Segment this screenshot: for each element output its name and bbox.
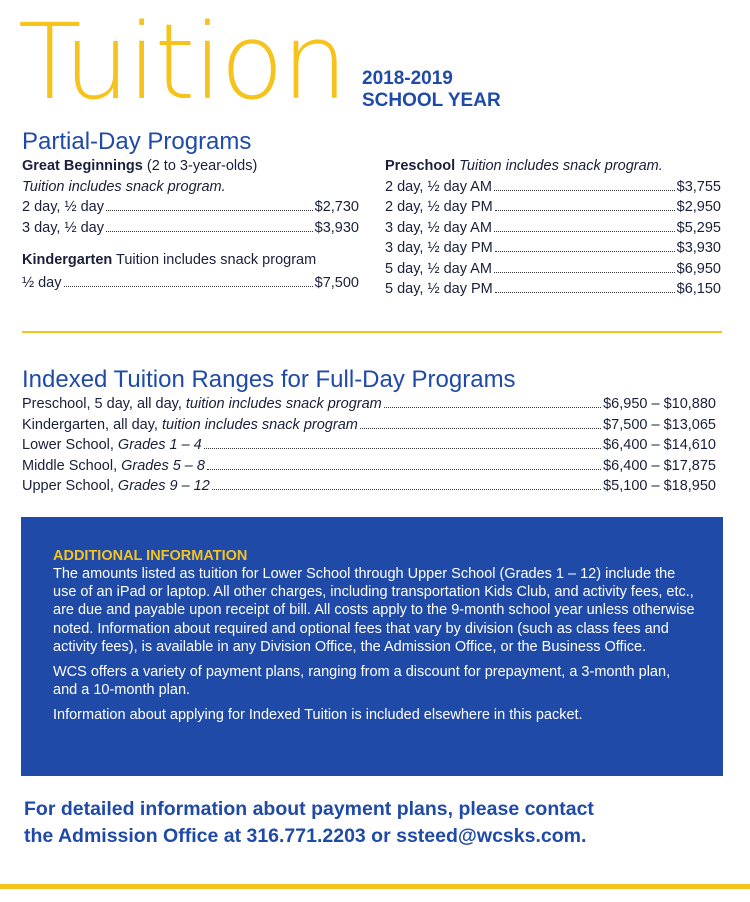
- row-note: Grades 1 – 4: [117, 437, 202, 453]
- preschool-title: [385, 156, 721, 177]
- right-column: [385, 156, 721, 300]
- great-beginnings-title: [22, 156, 359, 177]
- school-year-label: SCHOOL YEAR: [362, 90, 501, 111]
- row-note: tuition includes snack program: [161, 416, 358, 433]
- kindergarten-note: Tuition includes snack program: [116, 252, 317, 268]
- row-label: 3 day, ½ day AM: [385, 219, 492, 236]
- row-label: 3 day, ½ day: [22, 219, 104, 236]
- row-price: $5,295: [676, 219, 721, 236]
- kindergarten-title: [22, 250, 359, 271]
- price-row: [22, 273, 359, 294]
- info-paragraph-3: Information about applying for Indexed Tuition is included elsewhere in this packet.: [53, 707, 583, 724]
- row-price: $2,950: [676, 199, 721, 215]
- row-label: 5 day, ½ day AM: [385, 260, 492, 277]
- indexed-row: [22, 476, 716, 497]
- price-row: [22, 218, 359, 239]
- indexed-row: [22, 415, 716, 436]
- price-row: [22, 197, 359, 218]
- indexed-row: [22, 435, 716, 456]
- row-label: 5 day, ½ day PM: [385, 281, 493, 297]
- row-price: $3,930: [314, 219, 359, 236]
- row-label: 3 day, ½ day PM: [385, 240, 493, 256]
- row-label: Preschool, 5 day, all day,: [22, 396, 182, 412]
- preschool-note: Tuition includes snack program.: [459, 158, 663, 174]
- info-paragraph-1: The amounts listed as tuition for Lower School through Upper School (Grades 1 – 12) include the use of an iPad or laptop. All other charges, including transportation Kids Club, and activity fees, etc., are due and payable upon receipt of bill. All costs apply to the 9-month school year unless otherwise noted. Information about required and optional fees that vary by division (such as class fees and activity fees), is available in any Division Office, the Admission Office, or the Business Office.: [53, 566, 695, 655]
- row-label: 2 day, ½ day: [22, 199, 104, 215]
- header: [18, 1, 738, 123]
- row-note: Grades 9 – 12: [117, 478, 210, 494]
- row-label: 2 day, ½ day AM: [385, 178, 492, 195]
- row-label: Upper School,: [22, 478, 114, 494]
- row-price: $3,755: [676, 178, 721, 195]
- price-row: [385, 238, 721, 259]
- row-label: Lower School,: [22, 437, 114, 453]
- partial-day-heading: Partial-Day Programs: [22, 128, 252, 155]
- price-row: [385, 197, 721, 218]
- page-title: Tuition: [18, 1, 346, 123]
- row-price: $6,950: [676, 260, 721, 277]
- indexed-heading: Indexed Tuition Ranges for Full-Day Programs: [22, 366, 516, 393]
- indexed-row: [22, 394, 716, 415]
- great-beginnings-name: Great Beginnings: [22, 158, 143, 174]
- row-label: Middle School,: [22, 457, 118, 474]
- row-price: $6,400 – $17,875: [603, 457, 716, 474]
- row-price: $7,500: [314, 274, 359, 291]
- contact-block: [24, 796, 734, 850]
- row-price: $6,150: [676, 281, 721, 297]
- price-row: [385, 259, 721, 280]
- row-price: $2,730: [314, 199, 359, 215]
- great-beginnings-ages: (2 to 3-year-olds): [146, 158, 258, 174]
- indexed-row: [22, 456, 716, 477]
- info-heading: ADDITIONAL INFORMATION: [53, 548, 248, 564]
- great-beginnings-note: Tuition includes snack program.: [22, 178, 226, 195]
- price-row: [385, 279, 721, 300]
- row-label: Kindergarten, all day,: [22, 416, 158, 433]
- year-label: 2018-2019: [362, 68, 453, 89]
- school-year: [362, 68, 501, 112]
- preschool-name: Preschool: [385, 158, 456, 174]
- contact-line-1: For detailed information about payment plans, please contact: [24, 798, 594, 820]
- price-row: [385, 218, 721, 239]
- row-price: $7,500 – $13,065: [603, 416, 716, 433]
- contact-line-2: the Admission Office at 316.771.2203 or ssteed@wcsks.com.: [24, 825, 587, 847]
- price-row: [385, 177, 721, 198]
- row-price: $6,950 – $10,880: [603, 396, 716, 412]
- left-column: [22, 156, 359, 293]
- row-price: $6,400 – $14,610: [603, 437, 716, 453]
- kindergarten-name: Kindergarten: [22, 252, 113, 268]
- additional-info-box: [21, 517, 723, 776]
- row-price: $5,100 – $18,950: [603, 478, 716, 494]
- row-note: tuition includes snack program: [185, 396, 382, 412]
- indexed-table: [22, 394, 716, 497]
- row-note: Grades 5 – 8: [121, 457, 205, 474]
- row-price: $3,930: [676, 240, 721, 256]
- bottom-divider: [0, 884, 750, 889]
- row-label: 2 day, ½ day PM: [385, 199, 493, 215]
- divider: [22, 331, 722, 333]
- row-label: ½ day: [22, 274, 62, 291]
- info-paragraph-2: WCS offers a variety of payment plans, ranging from a discount for prepayment, a 3-month plan, and a 10-month plan.: [53, 664, 671, 699]
